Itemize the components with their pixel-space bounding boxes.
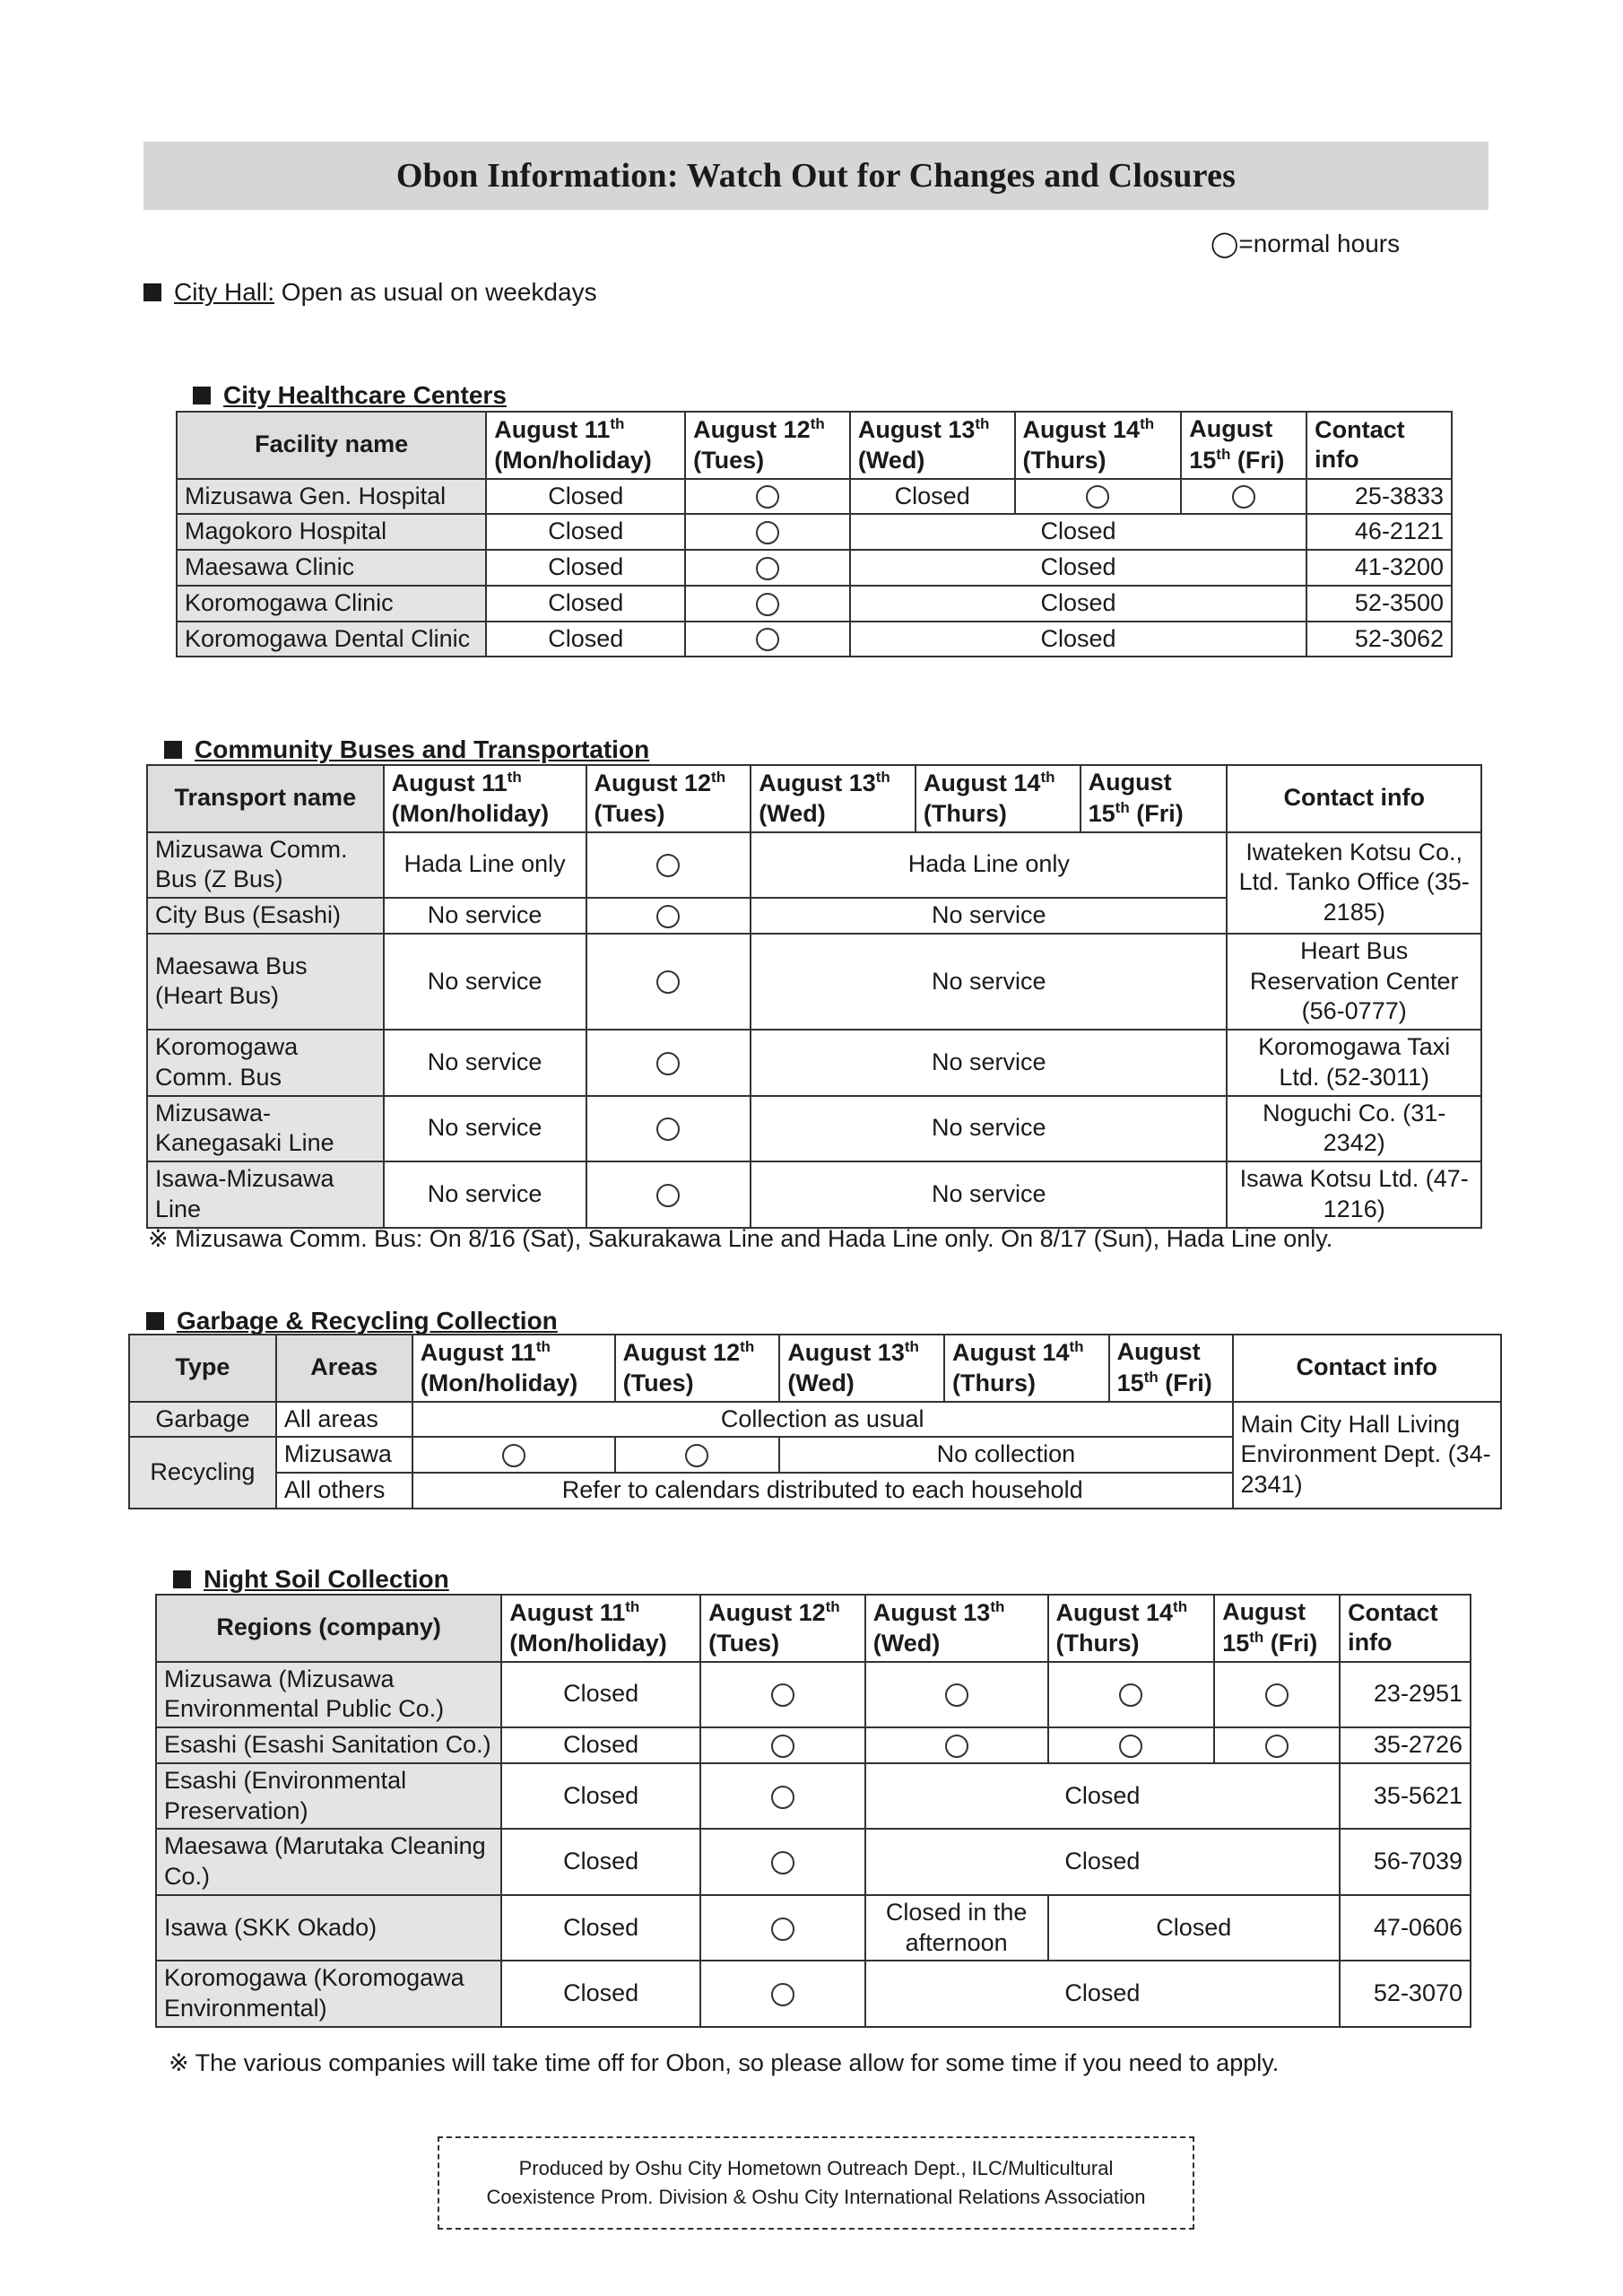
contact-cell: 47-0606 [1340,1895,1471,1961]
table-header-row [177,412,1452,479]
area-cell: All others [276,1473,412,1509]
contact-cell: Noguchi Co. (31-2342) [1227,1096,1481,1162]
status-cell [865,1727,1048,1763]
status-cell: Closed [850,514,1306,550]
bullet-square-icon [143,283,161,301]
region-name: Isawa (SKK Okado) [156,1895,501,1961]
status-cell: Closed [486,479,685,515]
circle-icon [771,1683,794,1707]
region-name: Maesawa (Marutaka Cleaning Co.) [156,1829,501,1895]
aug12-header: August 12th (Tues) [586,765,751,832]
healthcare-heading-text: City Healthcare Centers [223,381,507,409]
circle-icon [1265,1683,1289,1707]
contact-cell: Main City Hall Living Environment Dept. (34-2341) [1233,1402,1501,1509]
aug13-header: August 13th (Wed) [865,1595,1048,1662]
contact-header: Contact info [1227,765,1481,832]
contact-cell: Isawa Kotsu Ltd. (47-1216) [1227,1161,1481,1228]
status-cell [1048,1662,1215,1728]
garbage-heading [146,1307,558,1335]
transport-name: City Bus (Esashi) [147,898,384,934]
circle-icon [1119,1735,1142,1758]
status-cell: No service [751,1161,1227,1228]
circle-icon [1119,1683,1142,1707]
status-cell [412,1437,615,1473]
aug14-header: August 14th (Thurs) [916,765,1081,832]
aug15-header: August 15th (Fri) [1109,1335,1233,1402]
buses-heading [164,735,649,764]
status-cell: No collection [779,1437,1232,1473]
regions-header: Regions (company) [156,1595,501,1662]
city-hall-line [143,278,597,307]
circle-icon [656,1118,680,1141]
aug12-header: August 12th (Tues) [615,1335,780,1402]
night-soil-table [155,1594,1471,2028]
garbage-table [128,1334,1502,1509]
aug13-header: August 13th (Wed) [850,412,1015,479]
status-cell [685,622,850,657]
circle-icon [756,521,779,544]
status-cell: Closed [865,1763,1340,1830]
status-cell [615,1437,780,1473]
circle-icon [1086,485,1109,509]
type-cell: Garbage [129,1402,276,1438]
status-cell: No service [384,934,586,1030]
footer-credit [438,2136,1194,2230]
status-cell: Closed [486,622,685,657]
contact-header: Contact info [1306,412,1452,479]
status-cell [586,898,751,934]
table-row [177,586,1452,622]
transport-name: Isawa-Mizusawa Line [147,1161,384,1228]
status-cell: Hada Line only [751,832,1227,899]
aug13-header: August 13th (Wed) [779,1335,944,1402]
status-cell [685,479,850,515]
bullet-square-icon [173,1570,191,1588]
healthcare-heading [193,381,507,410]
transport-name: Maesawa Bus (Heart Bus) [147,934,384,1030]
table-row [177,514,1452,550]
table-header-row [156,1595,1471,1662]
status-cell: No service [751,1096,1227,1162]
contact-cell: 35-5621 [1340,1763,1471,1830]
contact-cell: 25-3833 [1306,479,1452,515]
status-cell: Collection as usual [412,1402,1233,1438]
circle-icon [1265,1735,1289,1758]
aug15-header: August 15th (Fri) [1214,1595,1340,1662]
status-cell: No service [751,898,1227,934]
status-cell [1015,479,1182,515]
table-row [147,832,1481,899]
contact-cell: 23-2951 [1340,1662,1471,1728]
aug11-header: August 11th (Mon/holiday) [501,1595,700,1662]
table-row [147,934,1481,1030]
aug11-header: August 11th (Mon/holiday) [412,1335,615,1402]
status-cell [685,514,850,550]
table-row [147,1030,1481,1096]
status-cell: No service [384,1030,586,1096]
status-cell: No service [751,934,1227,1030]
status-cell [700,1961,865,2027]
status-cell: Closed [501,1763,700,1830]
table-row [156,1895,1471,1961]
status-cell [700,1662,865,1728]
status-cell: No service [384,1096,586,1162]
table-row [156,1961,1471,2027]
status-cell: Closed [1048,1895,1341,1961]
circle-icon [756,557,779,580]
transport-name-header: Transport name [147,765,384,832]
circle-icon [945,1683,968,1707]
buses-note: ※ Mizusawa Comm. Bus: On 8/16 (Sat), Sakurakawa Line and Hada Line only. On 8/17 (Sun), Hada Line only. [148,1225,1333,1252]
aug14-header: August 14th (Thurs) [1015,412,1182,479]
table-row [177,550,1452,586]
circle-icon [656,854,680,877]
areas-header: Areas [276,1335,412,1402]
status-cell [1214,1727,1340,1763]
status-cell [685,550,850,586]
status-cell [865,1662,1048,1728]
status-cell [586,1096,751,1162]
aug12-header: August 12th (Tues) [700,1595,865,1662]
facility-name-header: Facility name [177,412,486,479]
status-cell: Hada Line only [384,832,586,899]
buses-table [146,764,1482,1229]
status-cell [700,1763,865,1830]
status-cell: Closed in the afternoon [865,1895,1048,1961]
city-hall-label: City Hall: [174,278,275,306]
status-cell [586,1030,751,1096]
contact-cell: 52-3062 [1306,622,1452,657]
bullet-square-icon [146,1312,164,1330]
circle-icon [685,1444,708,1467]
footer-line: Produced by Oshu City Hometown Outreach Dept., ILC/Multicultural [518,2157,1114,2180]
legend: ◯=normal hours [1211,230,1401,257]
contact-cell: 52-3070 [1340,1961,1471,2027]
contact-cell: Heart Bus Reservation Center (56-0777) [1227,934,1481,1030]
type-cell: Recycling [129,1437,276,1509]
status-cell: Closed [501,1727,700,1763]
circle-icon [756,628,779,651]
status-cell: No service [751,1030,1227,1096]
circle-icon [771,1735,794,1758]
circle-icon [502,1444,525,1467]
status-cell: Refer to calendars distributed to each household [412,1473,1233,1509]
status-cell: Closed [850,586,1306,622]
footer-line: Coexistence Prom. Division & Oshu City International Relations Association [486,2186,1146,2208]
table-header-row [147,765,1481,832]
circle-icon [945,1735,968,1758]
facility-name: Koromogawa Clinic [177,586,486,622]
contact-header: Contact info [1340,1595,1471,1662]
aug14-header: August 14th (Thurs) [1048,1595,1215,1662]
status-cell [586,832,751,899]
table-header-row [129,1335,1501,1402]
status-cell: No service [384,1161,586,1228]
status-cell [700,1727,865,1763]
contact-cell: 56-7039 [1340,1829,1471,1895]
status-cell [700,1895,865,1961]
aug12-header: August 12th (Tues) [685,412,850,479]
status-cell: Closed [865,1829,1340,1895]
bullet-square-icon [164,741,182,759]
status-cell [685,586,850,622]
table-row [177,479,1452,515]
circle-icon [656,1052,680,1075]
table-row [156,1763,1471,1830]
garbage-heading-text: Garbage & Recycling Collection [177,1307,558,1335]
contact-header: Contact info [1233,1335,1501,1402]
city-hall-text: Open as usual on weekdays [274,278,597,306]
circle-icon [771,1786,794,1809]
table-row [147,1096,1481,1162]
aug13-header: August 13th (Wed) [751,765,916,832]
status-cell: Closed [850,550,1306,586]
buses-heading-text: Community Buses and Transportation [195,735,650,763]
contact-cell: 46-2121 [1306,514,1452,550]
transport-name: Mizusawa-Kanegasaki Line [147,1096,384,1162]
aug11-header: August 11th (Mon/holiday) [486,412,685,479]
status-cell: Closed [486,586,685,622]
circle-icon [656,970,680,994]
status-cell: Closed [501,1662,700,1728]
circle-icon [771,1851,794,1874]
bullet-square-icon [193,387,211,404]
aug15-header: August 15th (Fri) [1081,765,1228,832]
status-cell: Closed [501,1829,700,1895]
contact-cell: Koromogawa Taxi Ltd. (52-3011) [1227,1030,1481,1096]
circle-icon [656,905,680,928]
aug14-header: August 14th (Thurs) [944,1335,1109,1402]
contact-cell: Iwateken Kotsu Co., Ltd. Tanko Office (35-2185) [1227,832,1481,934]
page-title: Obon Information: Watch Out for Changes and Closures [395,157,1237,195]
status-cell: Closed [865,1961,1340,2027]
status-cell [586,1161,751,1228]
table-row [156,1727,1471,1763]
circle-icon [1232,485,1255,509]
circle-icon [771,1918,794,1941]
transport-name: Koromogawa Comm. Bus [147,1030,384,1096]
title-banner [143,142,1488,210]
status-cell [1214,1662,1340,1728]
facility-name: Maesawa Clinic [177,550,486,586]
status-cell: Closed [850,479,1015,515]
region-name: Koromogawa (Koromogawa Environmental) [156,1961,501,2027]
night-soil-note: ※ The various companies will take time off for Obon, so please allow for some time if you need to apply. [169,2049,1280,2076]
status-cell: Closed [850,622,1306,657]
night-soil-heading-text: Night Soil Collection [204,1565,449,1593]
transport-name: Mizusawa Comm. Bus (Z Bus) [147,832,384,899]
night-soil-heading [173,1565,449,1594]
area-cell: Mizusawa [276,1437,412,1473]
circle-icon [756,485,779,509]
status-cell: Closed [501,1895,700,1961]
table-row [147,1161,1481,1228]
circle-icon [771,1983,794,2006]
status-cell: No service [384,898,586,934]
status-cell: Closed [501,1961,700,2027]
status-cell: Closed [486,514,685,550]
facility-name: Magokoro Hospital [177,514,486,550]
contact-cell: 35-2726 [1340,1727,1471,1763]
table-row [156,1662,1471,1728]
contact-cell: 41-3200 [1306,550,1452,586]
circle-icon [656,1184,680,1207]
status-cell [1181,479,1306,515]
status-cell [1048,1727,1215,1763]
aug15-header: August 15th (Fri) [1181,412,1306,479]
type-header: Type [129,1335,276,1402]
area-cell: All areas [276,1402,412,1438]
status-cell [700,1829,865,1895]
table-row [156,1829,1471,1895]
region-name: Esashi (Environmental Preservation) [156,1763,501,1830]
table-row [129,1402,1501,1438]
region-name: Esashi (Esashi Sanitation Co.) [156,1727,501,1763]
aug11-header: August 11th (Mon/holiday) [384,765,586,832]
contact-cell: 52-3500 [1306,586,1452,622]
healthcare-table [176,411,1453,657]
status-cell: Closed [486,550,685,586]
table-row [177,622,1452,657]
circle-icon [756,593,779,616]
facility-name: Mizusawa Gen. Hospital [177,479,486,515]
status-cell [586,934,751,1030]
facility-name: Koromogawa Dental Clinic [177,622,486,657]
region-name: Mizusawa (Mizusawa Environmental Public Co.) [156,1662,501,1728]
